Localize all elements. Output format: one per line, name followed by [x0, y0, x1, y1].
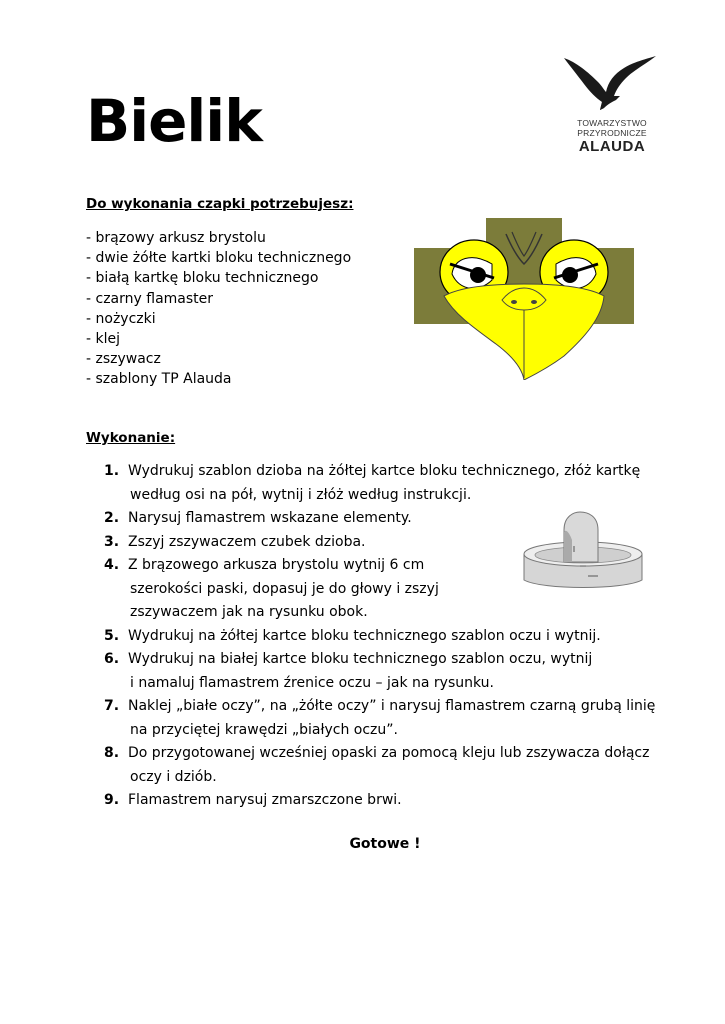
materials-item: - nożyczki [86, 310, 156, 327]
step-text: Z brązowego arkusza brystolu wytnij 6 cm [128, 557, 425, 573]
materials-item: - klej [86, 330, 121, 347]
step-8 [104, 742, 649, 765]
step-text: Wydrukuj szablon dzioba na żółtej kartce bloku technicznego, złóż kartkę [128, 463, 641, 479]
step-number: 1. [104, 463, 120, 479]
step-2 [104, 507, 412, 530]
step-number: 5. [104, 628, 120, 644]
step-text-continued: na przyciętej krawędzi „białych oczu”. [130, 722, 398, 738]
step-number: 7. [104, 698, 120, 714]
instructions-heading: Wykonanie: [86, 430, 176, 446]
step-text: Flamastrem narysuj zmarszczone brwi. [128, 792, 402, 808]
step-number: 4. [104, 557, 120, 573]
step-1 [104, 460, 640, 483]
step-9 [104, 789, 402, 812]
step-text: Do przygotowanej wcześniej opaski za pomocą kleju lub zszywacza dołącz [128, 745, 650, 761]
eagle-head-illustration [414, 218, 634, 380]
step-number: 2. [104, 510, 120, 526]
beak [444, 284, 604, 380]
materials-item: - czarny flamaster [86, 290, 214, 307]
step-number: 9. [104, 792, 120, 808]
step-text-continued: szerokości paski, dopasuj je do głowy i zszyj [130, 581, 439, 597]
step-6 [104, 648, 592, 671]
materials-list [86, 228, 351, 390]
logo-line-2: PRZYRODNICZE [577, 128, 647, 138]
step-text: Wydrukuj na białej kartce bloku technicznego szablon oczu, wytnij [128, 651, 593, 667]
materials-item: - zszywacz [86, 351, 161, 368]
step-text-continued: według osi na pół, wytnij i złóż według instrukcji. [130, 487, 472, 503]
step-4 [104, 554, 424, 577]
materials-item: - szablony TP Alauda [86, 371, 232, 388]
materials-heading: Do wykonania czapki potrzebujesz: [86, 196, 354, 212]
alauda-logo [562, 52, 662, 156]
materials-item: - dwie żółte kartki bloku technicznego [86, 250, 352, 267]
page-title: Bielik [86, 87, 262, 155]
finale-text: Gotowe ! [349, 836, 421, 852]
step-text-continued: zszywaczem jak na rysunku obok. [130, 604, 368, 620]
step-number: 8. [104, 745, 120, 761]
hat-band-illustration [522, 510, 644, 594]
step-7 [104, 695, 655, 718]
step-text: Wydrukuj na żółtej kartce bloku technicznego szablon oczu i wytnij. [128, 628, 601, 644]
step-5 [104, 625, 601, 648]
step-text: Narysuj flamastrem wskazane elementy. [128, 510, 412, 526]
step-text: Zszyj zszywaczem czubek dzioba. [128, 534, 366, 550]
step-number: 3. [104, 534, 120, 550]
logo-line-3: ALAUDA [578, 138, 646, 155]
materials-item: - brązowy arkusz brystolu [86, 230, 266, 246]
step-text-continued: i namaluj flamastrem źrenice oczu – jak na rysunku. [130, 675, 494, 691]
materials-item: - białą kartkę bloku technicznego [86, 270, 319, 287]
step-text: Naklej „białe oczy”, na „żółte oczy” i narysuj flamastrem czarną grubą linię [128, 698, 656, 714]
step-number: 6. [104, 651, 120, 667]
logo-line-1: TOWARZYSTWO [577, 118, 647, 128]
step-text-continued: oczy i dziób. [130, 769, 217, 785]
step-3 [104, 531, 366, 554]
bird-flying-icon [562, 52, 662, 116]
